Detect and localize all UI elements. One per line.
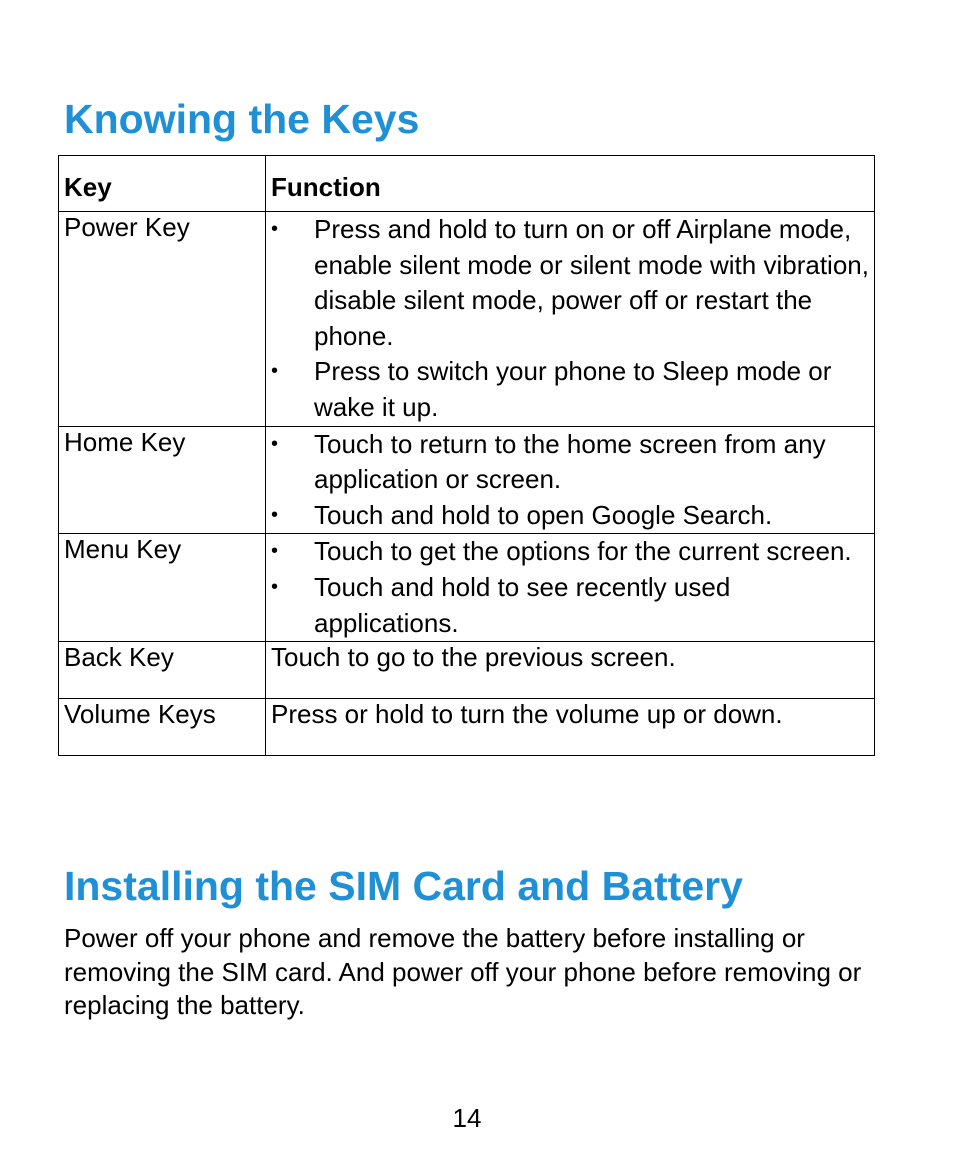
keys-table [58, 155, 875, 756]
key-name-power: Power Key [59, 212, 266, 427]
function-text-back: Touch to go to the previous screen. [266, 642, 875, 699]
function-list [271, 427, 869, 534]
function-cell-home [266, 426, 875, 534]
function-list [271, 534, 869, 641]
page-number: 14 [452, 1103, 482, 1133]
column-header-function: Function [266, 156, 875, 212]
column-header-key: Key [59, 156, 266, 212]
bullet-icon: • [271, 360, 279, 383]
key-name-menu: Menu Key [59, 534, 266, 642]
bullet-icon: • [271, 575, 279, 598]
bullet-icon: • [271, 218, 279, 240]
bullet-icon: • [271, 540, 279, 563]
function-cell-menu [266, 534, 875, 642]
function-text: Press to switch your phone to Sleep mode or wake it up. [314, 356, 832, 422]
body-paragraph: Power off your phone and remove the battery before installing or removing the SIM card. And power off your phone before removing or replacing the battery. [64, 923, 862, 1020]
list-item [271, 212, 869, 354]
function-list [271, 212, 869, 426]
bullet-icon: • [271, 432, 279, 455]
table-row [59, 699, 875, 756]
list-item [271, 534, 869, 570]
function-text: Touch and hold to see recently used applications. [314, 571, 731, 638]
list-item [271, 427, 869, 498]
key-name-volume: Volume Keys [59, 699, 266, 756]
key-name-home: Home Key [59, 426, 266, 534]
section-title-installing-sim-and-battery: Installing the SIM Card and Battery [64, 863, 743, 909]
list-item [271, 570, 869, 641]
function-text: Touch to get the options for the current screen. [314, 536, 852, 567]
table-row [59, 426, 875, 534]
section-title-knowing-the-keys: Knowing the Keys [64, 96, 420, 142]
list-item [271, 354, 869, 425]
table-row [59, 642, 875, 699]
function-text: Touch to return to the home screen from any application or screen. [314, 428, 826, 495]
table-row [59, 534, 875, 642]
key-name-back: Back Key [59, 642, 266, 699]
table-row [59, 212, 875, 427]
list-item [271, 498, 869, 534]
table-header-row [59, 156, 875, 212]
function-cell-power [266, 212, 875, 427]
function-text-volume: Press or hold to turn the volume up or down. [266, 699, 875, 756]
function-text: Touch and hold to open Google Search. [314, 499, 773, 530]
function-text: Press and hold to turn on or off Airplane mode, enable silent mode or silent mode with vibration, disable silent mode, power off or restart the phone. [314, 214, 869, 351]
bullet-icon: • [271, 503, 279, 526]
